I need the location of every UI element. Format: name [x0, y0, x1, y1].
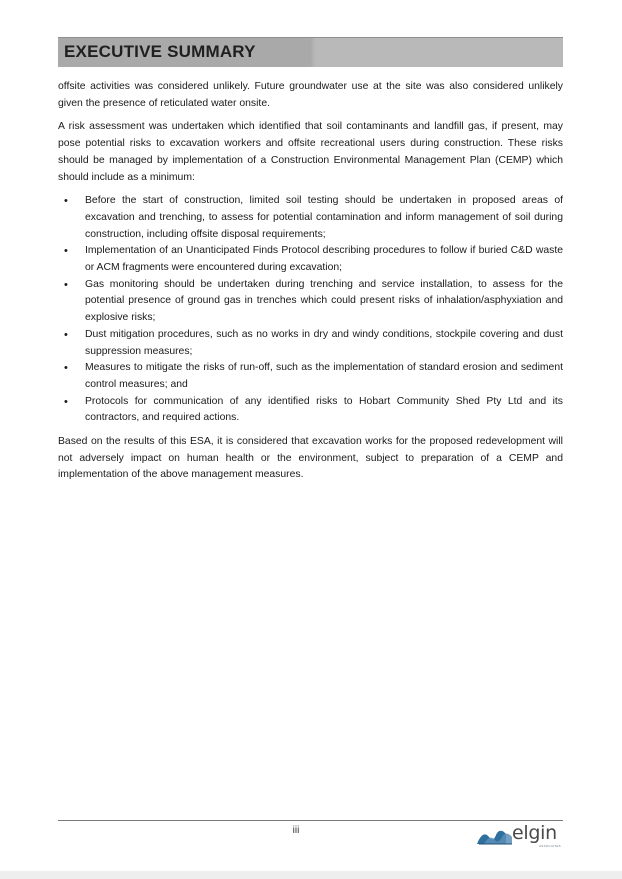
list-item	[58, 360, 563, 393]
paragraph-intro: offsite activities was considered unlikely. Future groundwater use at the site was also considered unlikely given the presence of reticulated water onsite.	[58, 81, 563, 109]
list-item	[58, 327, 563, 360]
section-title: EXECUTIVE SUMMARY	[64, 42, 256, 61]
paragraph-conclusion: Based on the results of this ESA, it is considered that excavation works for the proposed redevelopment will not adversely impact on human health or the environment, subject to preparation of a CEMP and implementation of the above management measures.	[58, 436, 563, 481]
footer-divider	[58, 820, 563, 821]
list-item-text: Measures to mitigate the risks of run-off, such as the implementation of standard erosion and sediment control measures; and	[85, 362, 563, 390]
bullet-icon: •	[64, 195, 68, 208]
elgin-wave-icon	[476, 826, 514, 846]
page-bottom-band	[0, 871, 622, 879]
body-text	[58, 79, 563, 491]
list-item-text: Dust mitigation procedures, such as no works in dry and windy conditions, stockpile covering and dust suppression measures;	[85, 328, 563, 357]
bullet-icon: •	[64, 245, 68, 258]
list-item	[58, 277, 563, 327]
list-item	[58, 394, 563, 427]
list-item-text: Before the start of construction, limited soil testing should be undertaken in proposed areas of excavation and trenching, to assess for potential contamination and inform management of soil during construction, including offsite disposal requirements;	[85, 195, 563, 240]
section-banner	[58, 37, 563, 67]
list-item-text: Implementation of an Unanticipated Finds Protocol describing procedures to follow if buried C&D waste or ACM fragments were encountered during excavation;	[85, 245, 563, 274]
bullet-icon: •	[64, 362, 68, 375]
list-item	[58, 243, 563, 276]
bullet-icon: •	[64, 278, 68, 291]
list-item-text: Protocols for communication of any identified risks to Hobart Community Shed Pty Ltd and its contractors, and required actions.	[85, 395, 563, 424]
list-item	[58, 193, 563, 243]
logo-wordmark: elgin	[512, 822, 557, 844]
list-item-text: Gas monitoring should be undertaken during trenching and service installation, to assess for the potential presence of ground gas in trenches which could present risks of inhalation/asphyxiation and explosive risks;	[85, 278, 563, 324]
page-number: iii	[292, 825, 300, 836]
bullet-icon: •	[64, 328, 68, 341]
paragraph-risk-assessment: A risk assessment was undertaken which identified that soil contaminants and landfill gas, if present, may pose potential risks to excavation workers and offsite recreational users during construction. These risks should be managed by implementation of a Construction Environmental Management Plan (CEMP) which should include as a minimum:	[58, 121, 563, 183]
logo-tagline: ASSOCIATES	[539, 844, 561, 848]
cemp-measures-list	[58, 193, 563, 427]
bullet-icon: •	[64, 395, 68, 408]
elgin-logo	[476, 822, 562, 850]
